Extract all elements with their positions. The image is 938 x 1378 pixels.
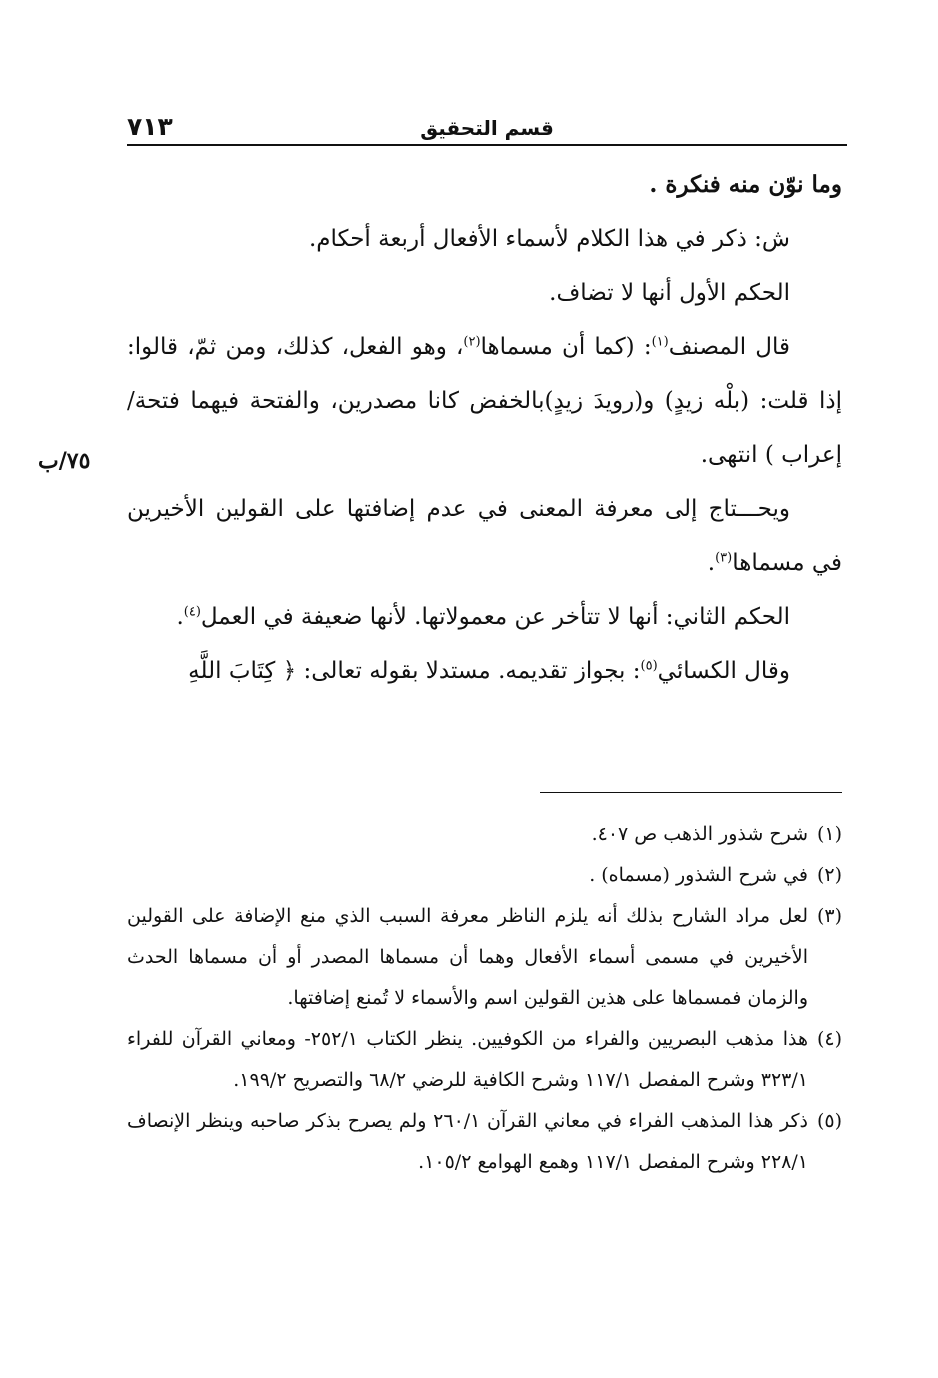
footnote-number: (٢) bbox=[816, 864, 842, 886]
footnote-text: لعل مراد الشارح بذلك أنه يلزم الناظر معرفة السبب الذي منع الإضافة على القولين الأخيرين في مسمى أسماء الأفعال وهما أن مسماها المصدر أو أن مسماها الحدث والزمان فمسماها على هذين القولين اسم والأسماء لا تُمنع إضافتها. bbox=[127, 905, 808, 1009]
footnote-text: في شرح الشذور (مسماه) . bbox=[589, 864, 808, 886]
paragraph-4-part-a: قال المصنف bbox=[668, 334, 790, 360]
paragraph-6-part-b: . bbox=[176, 604, 184, 630]
paragraph-3: الحكم الأول أنها لا تضاف. bbox=[549, 280, 790, 306]
paragraph-2: ش: ذكر في هذا الكلام لأسماء الأفعال أربعة أحكام. bbox=[308, 226, 790, 252]
header-divider bbox=[127, 144, 847, 146]
footnote-text: شرح شذور الذهب ص ٤٠٧. bbox=[591, 823, 808, 845]
paragraph-6 bbox=[127, 590, 842, 644]
paragraph-6-part-a: الحكم الثاني: أنها لا تتأخر عن معمولاتها. لأنها ضعيفة في العمل bbox=[200, 604, 790, 630]
footnote-3 bbox=[127, 896, 842, 1019]
footnotes bbox=[127, 814, 842, 1183]
paragraph-4-part-c: ، وهو الفعل، كذلك، ومن ثمّ، قالوا: إذا قلت: (بلْه زيدٍ) و(رويدَ زيدٍ)بالخفض كانا مصدرين، والفتحة فيهما فتحة/ إعراب ) انتهى. bbox=[127, 334, 842, 468]
paragraph-7-part-b: : بجواز تقديمه. مستدلا بقوله تعالى: ﴿ كِتَابَ اللَّهِ bbox=[188, 658, 641, 684]
main-text bbox=[127, 158, 842, 698]
footnote-2 bbox=[127, 855, 842, 896]
paragraph-5-part-a: ويحـــتاج إلى معرفة المعنى في عدم إضافتها على القولين الأخيرين في مسماها bbox=[127, 496, 842, 576]
footnote-text: ذكر هذا المذهب الفراء في معاني القرآن ٢٦٠/١ ولم يصرح بذكر صاحبه وينظر الإنصاف ٢٢٨/١ وشرح المفصل ١١٧/١ وهمع الهوامع ١٠٥/٢. bbox=[127, 1110, 808, 1173]
footnote-text: هذا مذهب البصريين والفراء من الكوفيين. ينظر الكتاب ٢٥٢/١- ومعاني القرآن للفراء ٣٢٣/١ وشرح المفصل ١١٧/١ وشرح الكافية للرضي ٦٨/٢ والتصريح ١٩٩/٢. bbox=[127, 1028, 808, 1091]
footnote-5 bbox=[127, 1101, 842, 1183]
paragraph-4-part-b: : (كما أن مسماها bbox=[480, 334, 652, 360]
paragraph-4 bbox=[127, 320, 842, 482]
page-header bbox=[127, 112, 847, 148]
footnote-ref-2: (٢) bbox=[463, 334, 481, 350]
paragraph-5 bbox=[127, 482, 842, 590]
footnote-1 bbox=[127, 814, 842, 855]
footnote-ref-5: (٥) bbox=[640, 658, 658, 674]
paragraph-1: وما نوّن منه فنكرة . bbox=[649, 171, 842, 198]
footnote-number: (٣) bbox=[816, 905, 842, 927]
footnote-number: (٥) bbox=[816, 1110, 842, 1132]
paragraph-7 bbox=[127, 644, 842, 698]
footnote-number: (٤) bbox=[816, 1028, 842, 1050]
footnote-ref-3: (٣) bbox=[715, 550, 733, 566]
manuscript-folio-note: ٧٥/ب bbox=[38, 448, 91, 474]
footnote-ref-1: (١) bbox=[651, 334, 669, 350]
paragraph-7-part-a: وقال الكسائي bbox=[657, 658, 790, 684]
footnote-ref-4: (٤) bbox=[183, 604, 201, 620]
paragraph-5-part-b: . bbox=[707, 550, 716, 576]
page-number: ٧١٣ bbox=[127, 112, 173, 141]
footnote-4 bbox=[127, 1019, 842, 1101]
section-title: قسم التحقيق bbox=[420, 116, 554, 140]
footnote-number: (١) bbox=[816, 823, 842, 845]
footnote-divider bbox=[540, 792, 842, 793]
